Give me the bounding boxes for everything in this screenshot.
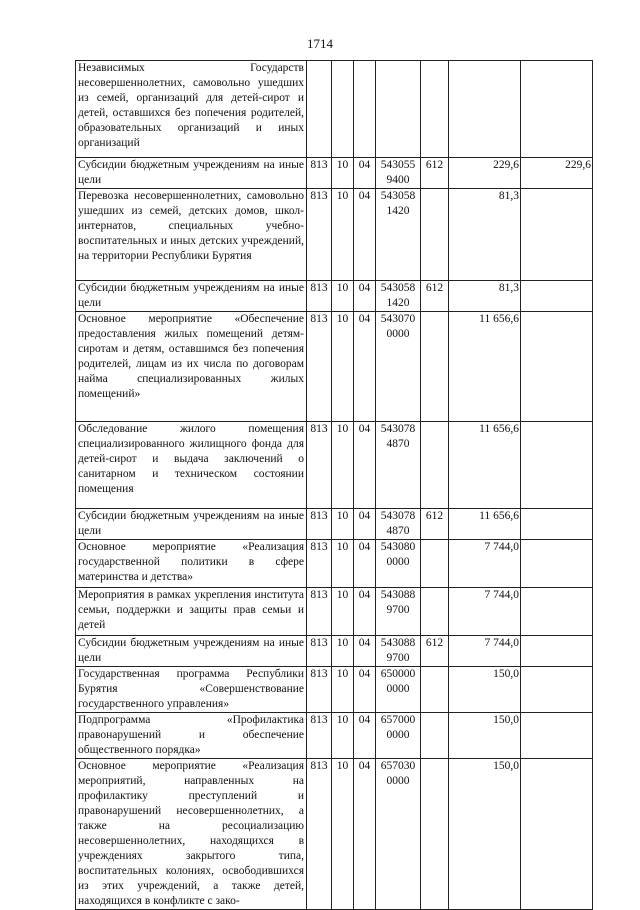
amount-total: 11 656,6 xyxy=(449,312,521,422)
amount-subvention xyxy=(521,312,593,422)
row-description: Основное мероприятие «Реализация государственной политики в сфере материнства и детства» xyxy=(76,540,307,588)
target-article-code: 657030 0000 xyxy=(376,759,421,910)
table-row xyxy=(76,312,593,422)
amount-subvention xyxy=(521,636,593,667)
expense-type-code xyxy=(421,667,449,713)
amount-total: 11 656,6 xyxy=(449,422,521,509)
subsection-code: 04 xyxy=(354,312,376,422)
amount-subvention xyxy=(521,509,593,540)
ministry-code: 813 xyxy=(307,540,332,588)
amount-total: 7 744,0 xyxy=(449,636,521,667)
amount-subvention xyxy=(521,759,593,910)
section-code: 10 xyxy=(332,281,354,312)
amount-total: 11 656,6 xyxy=(449,509,521,540)
ministry-code xyxy=(307,61,332,158)
expense-type-code: 612 xyxy=(421,281,449,312)
row-description: Субсидии бюджетным учреждениям на иные цели xyxy=(76,281,307,312)
amount-subvention xyxy=(521,540,593,588)
section-code: 10 xyxy=(332,540,354,588)
section-code: 10 xyxy=(332,713,354,759)
amount-total: 150,0 xyxy=(449,667,521,713)
expense-type-code xyxy=(421,759,449,910)
expense-type-code xyxy=(421,312,449,422)
ministry-code: 813 xyxy=(307,281,332,312)
subsection-code: 04 xyxy=(354,713,376,759)
section-code: 10 xyxy=(332,312,354,422)
subsection-code: 04 xyxy=(354,158,376,189)
amount-total: 229,6 xyxy=(449,158,521,189)
section-code xyxy=(332,61,354,158)
table-row xyxy=(76,540,593,588)
table-row xyxy=(76,636,593,667)
ministry-code: 813 xyxy=(307,759,332,910)
section-code: 10 xyxy=(332,588,354,636)
expense-type-code xyxy=(421,588,449,636)
amount-total: 7 744,0 xyxy=(449,588,521,636)
ministry-code: 813 xyxy=(307,588,332,636)
expense-type-code xyxy=(421,540,449,588)
row-description: Субсидии бюджетным учреждениям на иные цели xyxy=(76,636,307,667)
amount-total: 81,3 xyxy=(449,189,521,281)
expense-type-code xyxy=(421,61,449,158)
ministry-code: 813 xyxy=(307,667,332,713)
table-row xyxy=(76,158,593,189)
expense-type-code xyxy=(421,713,449,759)
amount-subvention xyxy=(521,588,593,636)
target-article-code: 543088 9700 xyxy=(376,636,421,667)
section-code: 10 xyxy=(332,158,354,189)
target-article-code: 543058 1420 xyxy=(376,189,421,281)
budget-table xyxy=(75,60,593,910)
amount-total: 150,0 xyxy=(449,713,521,759)
amount-subvention xyxy=(521,189,593,281)
section-code: 10 xyxy=(332,667,354,713)
target-article-code: 543078 4870 xyxy=(376,422,421,509)
subsection-code: 04 xyxy=(354,667,376,713)
row-description: Субсидии бюджетным учреждениям на иные цели xyxy=(76,158,307,189)
table-row xyxy=(76,281,593,312)
ministry-code: 813 xyxy=(307,158,332,189)
section-code: 10 xyxy=(332,422,354,509)
table-row xyxy=(76,667,593,713)
subsection-code: 04 xyxy=(354,509,376,540)
expense-type-code xyxy=(421,189,449,281)
amount-subvention: 229,6 xyxy=(521,158,593,189)
expense-type-code: 612 xyxy=(421,636,449,667)
subsection-code: 04 xyxy=(354,759,376,910)
target-article-code: 543058 1420 xyxy=(376,281,421,312)
expense-type-code xyxy=(421,422,449,509)
target-article-code xyxy=(376,61,421,158)
amount-subvention xyxy=(521,667,593,713)
table-row xyxy=(76,189,593,281)
amount-total: 150,0 xyxy=(449,759,521,910)
table-row xyxy=(76,422,593,509)
amount-total: 81,3 xyxy=(449,281,521,312)
subsection-code: 04 xyxy=(354,422,376,509)
section-code: 10 xyxy=(332,759,354,910)
target-article-code: 543055 9400 xyxy=(376,158,421,189)
amount-total: 7 744,0 xyxy=(449,540,521,588)
ministry-code: 813 xyxy=(307,509,332,540)
table-row xyxy=(76,713,593,759)
section-code: 10 xyxy=(332,636,354,667)
row-description: Государственная программа Республики Бурятия «Совершенствование государственного управления» xyxy=(76,667,307,713)
ministry-code: 813 xyxy=(307,636,332,667)
subsection-code: 04 xyxy=(354,189,376,281)
subsection-code: 04 xyxy=(354,588,376,636)
row-description: Основное мероприятие «Обеспечение предоставления жилых помещений детям-сиротам и детям, оставшимся без попечения родителей, лицам из их числа по договорам найма специализированных жилых помещений» xyxy=(76,312,307,422)
target-article-code: 543080 0000 xyxy=(376,540,421,588)
target-article-code: 650000 0000 xyxy=(376,667,421,713)
row-description: Независимых Государств несовершеннолетних, самовольно ушедших из семей, организаций для детей-сирот и детей, оставшихся без попечения родителей, образовательных организаций и иных организаций xyxy=(76,61,307,158)
page-number: 1714 xyxy=(307,36,333,51)
amount-subvention xyxy=(521,422,593,509)
subsection-code xyxy=(354,61,376,158)
amount-subvention xyxy=(521,713,593,759)
row-description: Субсидии бюджетным учреждениям на иные цели xyxy=(76,509,307,540)
row-description: Обследование жилого помещения специализированного жилищного фонда для детей-сирот и выдача заключений о санитарном и техническом состоянии помещения xyxy=(76,422,307,509)
target-article-code: 543088 9700 xyxy=(376,588,421,636)
expense-type-code: 612 xyxy=(421,509,449,540)
row-description: Подпрограмма «Профилактика правонарушений и обеспечение общественного порядка» xyxy=(76,713,307,759)
amount-subvention xyxy=(521,61,593,158)
row-description: Перевозка несовершеннолетних, самовольно ушедших из семей, детских домов, школ-интернатов, специальных учебно-воспитательных и иных детских учреждений, на территории Республики Бурятия xyxy=(76,189,307,281)
ministry-code: 813 xyxy=(307,312,332,422)
expense-type-code: 612 xyxy=(421,158,449,189)
subsection-code: 04 xyxy=(354,636,376,667)
amount-total xyxy=(449,61,521,158)
ministry-code: 813 xyxy=(307,422,332,509)
subsection-code: 04 xyxy=(354,540,376,588)
table-row xyxy=(76,588,593,636)
target-article-code: 657000 0000 xyxy=(376,713,421,759)
target-article-code: 543070 0000 xyxy=(376,312,421,422)
row-description: Мероприятия в рамках укрепления института семьи, поддержки и защиты прав семьи и детей xyxy=(76,588,307,636)
table-row xyxy=(76,759,593,910)
target-article-code: 543078 4870 xyxy=(376,509,421,540)
table-row xyxy=(76,509,593,540)
table-row xyxy=(76,61,593,158)
section-code: 10 xyxy=(332,509,354,540)
amount-subvention xyxy=(521,281,593,312)
section-code: 10 xyxy=(332,189,354,281)
row-description: Основное мероприятие «Реализация мероприятий, направленных на профилактику преступлений и правонарушений несовершеннолетних, а также на ресоциализацию несовершеннолетних, находящихся в учреждениях закрытого типа, воспитательных колониях, освободившихся из этих учреждений, а также детей, находящихся в конфликте с зако- xyxy=(76,759,307,910)
ministry-code: 813 xyxy=(307,189,332,281)
ministry-code: 813 xyxy=(307,713,332,759)
subsection-code: 04 xyxy=(354,281,376,312)
